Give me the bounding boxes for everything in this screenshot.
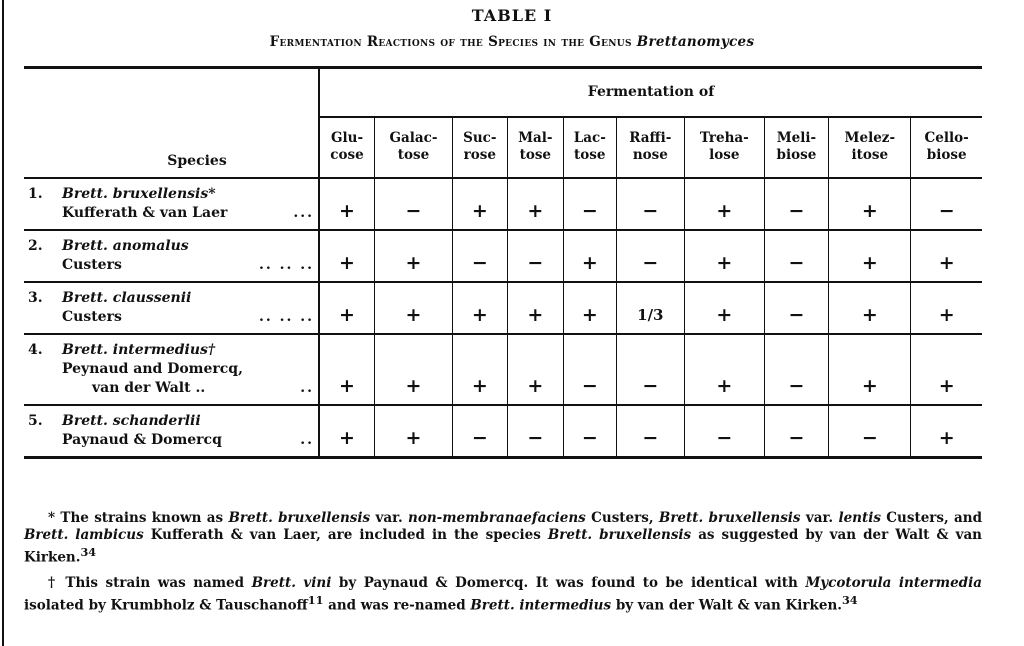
reaction-cell: − (563, 334, 616, 405)
sugar-header: Lac- tose (563, 117, 616, 178)
reaction-cell: + (507, 334, 563, 405)
reaction-cell: − (452, 230, 507, 282)
reaction-cell: − (452, 405, 507, 458)
table-row (24, 334, 982, 405)
sugar-header: Raffi- nose (616, 117, 685, 178)
fermentation-of-header: Fermentation of (319, 68, 982, 117)
sugar-header: Treha- lose (685, 117, 764, 178)
reaction-cell: − (764, 334, 829, 405)
reaction-cell: + (911, 334, 982, 405)
species-cell: 4. Brett. intermedius† Peynaud and Domercq, van der Walt .. .. (24, 334, 319, 405)
reaction-cell: − (911, 178, 982, 230)
table-caption (0, 34, 1024, 50)
sugar-header: Mal- tose (507, 117, 563, 178)
reaction-cell: 1/3 (616, 282, 685, 334)
footnotes (24, 510, 982, 622)
footnote-star: * The strains known as Brett. bruxellensis var. non-membranaefaciens Custers, Brett. bruxellensis var. lentis Custers, and Brett. lambicus Kufferath & van Laer, are included in the species Brett. bruxellensis as suggested by van der Walt & van Kirken.$^{34}$ (24, 510, 983, 566)
species-cell: 5. Brett. schanderlii Paynaud & Domercq .. (24, 405, 319, 458)
reaction-cell: − (507, 405, 563, 458)
footnote-dagger: † This strain was named Brett. vini by Paynaud & Domercq. It was found to be identical with Mycotorula intermedia isolated by Krumbholz & Tauschanoff$^{11}$ and was re-named Brett. intermedius by van der Walt & van Kirken.$^{34}$ (24, 574, 982, 613)
table-row (24, 230, 982, 282)
page-edge-rule (2, 0, 4, 646)
sugar-header: Cello- biose (911, 117, 982, 178)
reaction-cell: + (685, 178, 764, 230)
table-row (24, 282, 982, 334)
table-body (24, 178, 982, 458)
reaction-cell: + (938, 427, 955, 449)
reaction-cell: + (911, 282, 982, 334)
table-row (24, 405, 982, 458)
reaction-cell: + (319, 178, 375, 230)
reaction-cell: + (507, 282, 563, 334)
reaction-cell: + (375, 405, 453, 458)
reaction-cell: + (563, 282, 616, 334)
sugar-header: Melez- itose (829, 117, 911, 178)
reaction-cell: − (616, 178, 685, 230)
reaction-cell: − (764, 230, 829, 282)
caption-genus: Brettanomyces (636, 34, 755, 50)
reaction-cell: − (764, 178, 829, 230)
reaction-cell: + (319, 405, 375, 458)
reaction-cell: + (563, 230, 616, 282)
reaction-cell: − (563, 405, 616, 458)
species-cell: 3. Brett. claussenii Custers .. .. .. (24, 282, 319, 334)
reaction-cell: − (685, 405, 764, 458)
sugar-header: Glu- cose (319, 117, 375, 178)
reaction-cell: − (375, 178, 453, 230)
reaction-cell: + (452, 178, 507, 230)
reaction-cell: + (911, 230, 982, 282)
reaction-cell: + (829, 230, 911, 282)
table-row (24, 178, 982, 230)
reaction-cell: + (452, 282, 507, 334)
reaction-cell: − (616, 230, 685, 282)
reaction-cell: + (685, 334, 764, 405)
caption-text: Fermentation Reactions of the Species in the Genus (269, 34, 632, 50)
reaction-cell: + (685, 230, 764, 282)
reaction-cell: + (507, 178, 563, 230)
species-cell: 2. Brett. anomalus Custers .. .. .. (24, 230, 319, 282)
reaction-cell: + (319, 334, 375, 405)
reaction-cell: + (685, 282, 764, 334)
sugar-header: Meli- biose (764, 117, 829, 178)
species-cell: 1. Brett. bruxellensis* Kufferath & van Laer ... (24, 178, 319, 230)
reaction-cell: − (616, 334, 685, 405)
reaction-cell: + (375, 334, 453, 405)
reaction-cell: − (764, 282, 829, 334)
reaction-cell: − (507, 230, 563, 282)
reaction-cell: + (452, 334, 507, 405)
sugar-header: Suc- rose (452, 117, 507, 178)
reaction-cell: − (616, 405, 685, 458)
reaction-cell: − (829, 405, 911, 458)
table-title: TABLE I (471, 6, 553, 25)
reaction-cell: + (375, 282, 453, 334)
species-header: Species (24, 68, 319, 179)
reaction-cell: − (563, 178, 616, 230)
reaction-cell: + (829, 282, 911, 334)
reaction-cell: + (319, 282, 375, 334)
reaction-cell: + (829, 178, 911, 230)
reaction-cell: + (375, 230, 453, 282)
reaction-cell: − (764, 405, 829, 458)
reaction-cell: + (829, 334, 911, 405)
sugar-header: Galac- tose (375, 117, 453, 178)
fermentation-table (24, 66, 982, 459)
reaction-cell: + (319, 230, 375, 282)
